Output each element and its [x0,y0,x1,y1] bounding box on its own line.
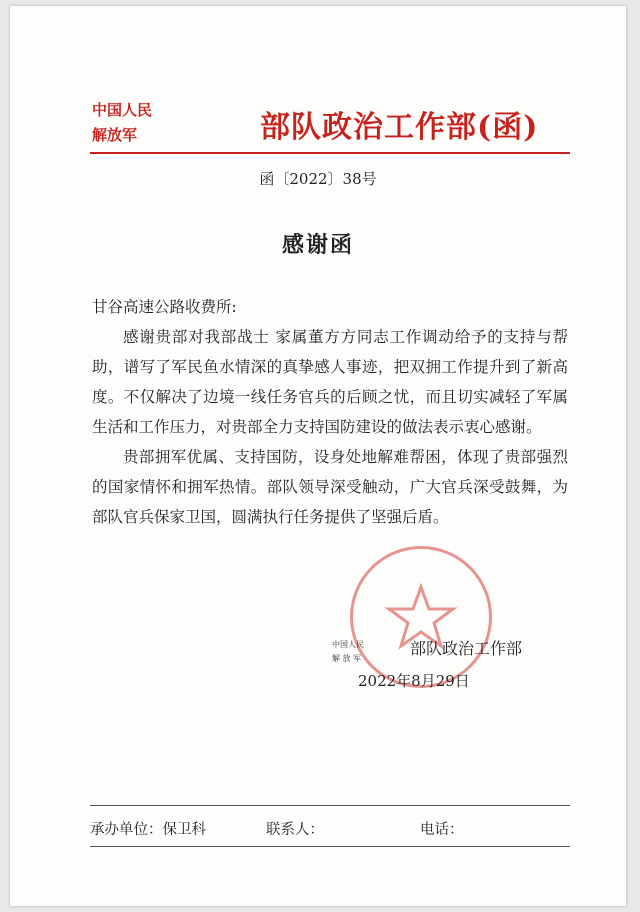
signature-org-small-line2: 解 放 军 [332,654,362,663]
paragraph-1: 感谢贵部对我部战士 家属董方方同志工作调动给予的支持与帮助，谱写了军民鱼水情深的真挚感人事迹，把双拥工作提升到了新高度。不仅解决了边境一线任务官兵的后顾之忧，而且切实减轻了军属生活和工作压力，对贵部全力支持国防建设的做法表示衷心感谢。 [92,328,568,436]
header-red-rule [90,152,570,154]
seal-star-icon [353,549,489,685]
footer-contact: 联系人： [266,822,324,838]
letter-sheet [10,6,626,906]
letter-body [92,292,568,532]
footer-bottom-rule [90,846,570,847]
signature-date: 2022年8月29日 [358,672,470,690]
header-org-small-line2: 解放军 [92,126,138,144]
header-org-title: 部队政治工作部(函) [260,110,539,145]
signature-org: 部队政治工作部 [410,639,523,658]
signature-org-small [332,638,364,666]
header-org-small [92,98,152,148]
signature-org-small-line1: 中国人民 [332,640,364,649]
footer-unit: 承办单位：保卫科 [90,822,206,838]
header-org-small-line1: 中国人民 [92,101,153,119]
letter-title: 感谢函 [281,232,354,258]
footer-top-rule [90,805,570,806]
footer-phone: 电话： [420,822,464,838]
footer [90,818,570,839]
official-seal [350,546,492,688]
paragraph-2: 贵部拥军优属、支持国防，设身处地解难帮困，体现了贵部强烈的国家情怀和拥军热情。部队领导深受触动，广大官兵深受鼓舞，为部队官兵保家卫国，圆满执行任务提供了坚强后盾。 [92,448,568,526]
salutation: 甘谷高速公路收费所: [92,298,237,316]
document-number: 函〔2022〕38号 [259,170,377,188]
